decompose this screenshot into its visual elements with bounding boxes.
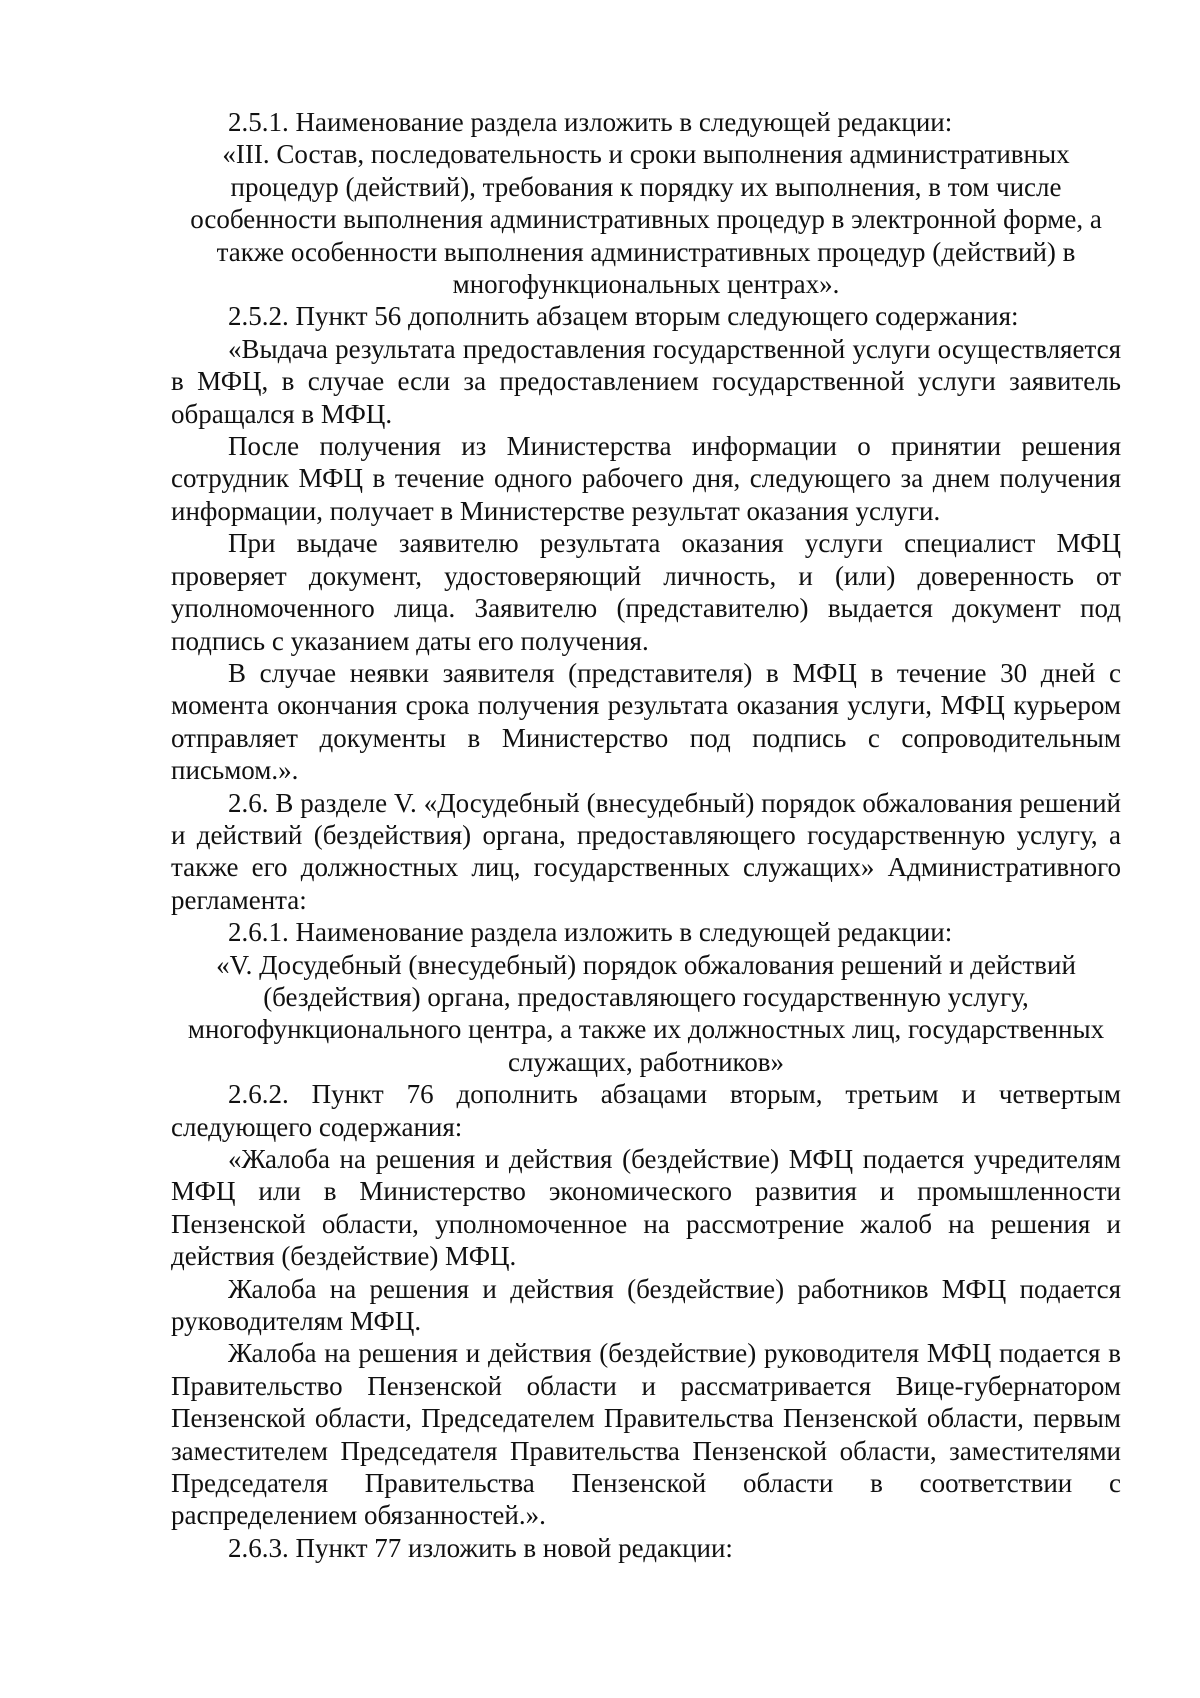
section-v-title: «V. Досудебный (внесудебный) порядок обжалования решений и действий (бездействия) органа, предоставляющего государственную услугу, многофункционального центра, а также их должностных лиц, государственных служащих, работников»	[187, 949, 1105, 1077]
paragraph-after-receiving: После получения из Министерства информации о принятии решения сотрудник МФЦ в течение одного рабочего дня, следующего за днем получения информации, получает в Министерстве результат оказания услуги.	[171, 431, 1121, 526]
paragraph-non-appearance: В случае неявки заявителя (представителя) в МФЦ в течение 30 дней с момента окончания срока получения результата оказания услуги, МФЦ курьером отправляет документы в Министерство под подпись с сопроводительным письмом.».	[171, 657, 1121, 786]
section-iii-title: «III. Состав, последовательность и сроки выполнения административных процедур (действий), требования к порядку их выполнения, в том числе особенности выполнения административных процедур в электронной форме, а также особенности выполнения административных процедур (действий) в многофункциональных центрах».	[190, 139, 1102, 300]
paragraph-2-5-2: 2.5.2. Пункт 56 дополнить абзацем вторым следующего содержания:	[228, 301, 1019, 332]
paragraph-2-5-1: 2.5.1. Наименование раздела изложить в следующей редакции:	[228, 107, 953, 137]
paragraph-2-6-1: 2.6.1. Наименование раздела изложить в следующей редакции:	[228, 917, 953, 948]
paragraph-2-6: 2.6. В разделе V. «Досудебный (внесудебный) порядок обжалования решений и действий (бездействия) органа, предоставляющего государственную услугу, а также его должностных лиц, государственных служащих» Административного регламента:	[171, 787, 1121, 915]
paragraph-complaint-workers: Жалоба на решения и действия (бездействие) работников МФЦ подается руководителям МФЦ.	[171, 1273, 1121, 1337]
paragraph-complaint-mfc: «Жалоба на решения и действия (бездействие) МФЦ подается учредителям МФЦ или в Министерство экономического развития и промышленности Пензенской области, уполномоченное на рассмотрение жалоб на решения и действия (бездействие) МФЦ.	[171, 1144, 1121, 1272]
paragraph-issuance-check: При выдаче заявителю результата оказания услуги специалист МФЦ проверяет документ, удостоверяющий личность, и (или) доверенность от уполномоченного лица. Заявителю (представителю) выдается документ под подпись с указанием даты его получения.	[171, 528, 1121, 656]
paragraph-2-6-3: 2.6.3. Пункт 77 изложить в новой редакции:	[228, 1532, 733, 1563]
paragraph-issuance-result: «Выдача результата предоставления государственной услуги осуществляется в МФЦ, в случае если за предоставлением государственной услуги заявитель обращался в МФЦ.	[171, 333, 1121, 429]
paragraph-2-6-2: 2.6.2. Пункт 76 дополнить абзацами вторым, третьим и четвертым следующего содержания:	[171, 1079, 1121, 1142]
paragraph-complaint-head: Жалоба на решения и действия (бездействие) руководителя МФЦ подается в Правительство Пензенской области и рассматривается Вице-губернатором Пензенской области, Председателем Правительства Пензенской области, первым заместителем Председателя Правительства Пензенской области, заместителями Председателя Правительства Пензенской области в соответствии с распределением обязанностей.».	[171, 1338, 1121, 1531]
document-page	[171, 106, 1121, 1564]
